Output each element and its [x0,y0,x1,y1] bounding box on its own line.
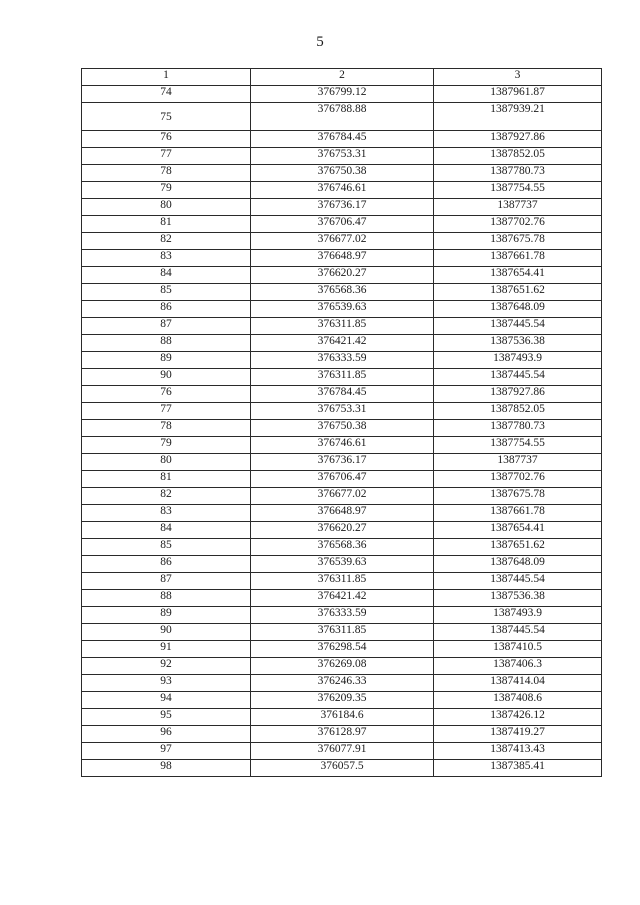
point-number-cell: 98 [82,760,251,777]
table-row [82,182,602,199]
x-coordinate-cell: 376184.6 [251,709,434,726]
point-number-cell: 88 [82,335,251,352]
x-coordinate-cell: 376128.97 [251,726,434,743]
table-row [82,403,602,420]
x-coordinate-cell: 376620.27 [251,267,434,284]
table-row [82,103,602,131]
y-coordinate-cell: 1387445.54 [434,573,602,590]
table-row [82,726,602,743]
page-number: 5 [316,34,324,50]
point-number-cell: 89 [82,607,251,624]
table-row [82,386,602,403]
y-coordinate-cell: 1387780.73 [434,165,602,182]
table-body [82,86,602,777]
x-coordinate-cell: 376568.36 [251,539,434,556]
x-coordinate-cell: 376706.47 [251,216,434,233]
y-coordinate-cell: 1387410.5 [434,641,602,658]
y-coordinate-cell: 1387675.78 [434,488,602,505]
table-row [82,573,602,590]
table-row [82,624,602,641]
point-number-cell: 79 [82,437,251,454]
table-row [82,165,602,182]
x-coordinate-cell: 376333.59 [251,607,434,624]
y-coordinate-cell: 1387654.41 [434,522,602,539]
table-row [82,539,602,556]
y-coordinate-cell: 1387648.09 [434,301,602,318]
y-coordinate-cell: 1387675.78 [434,233,602,250]
table-row [82,760,602,777]
x-coordinate-cell: 376620.27 [251,522,434,539]
point-number-cell: 74 [82,86,251,103]
table-row [82,743,602,760]
x-coordinate-cell: 376648.97 [251,250,434,267]
table-row [82,267,602,284]
point-number-cell: 80 [82,199,251,216]
point-number-cell: 77 [82,403,251,420]
y-coordinate-cell: 1387754.55 [434,182,602,199]
y-coordinate-cell: 1387702.76 [434,471,602,488]
x-coordinate-cell: 376539.63 [251,556,434,573]
point-number-cell: 90 [82,624,251,641]
point-number-cell: 82 [82,488,251,505]
y-coordinate-cell: 1387852.05 [434,403,602,420]
y-coordinate-cell: 1387754.55 [434,437,602,454]
x-coordinate-cell: 376706.47 [251,471,434,488]
table-row [82,318,602,335]
table-row [82,488,602,505]
point-number-cell: 94 [82,692,251,709]
table-row [82,233,602,250]
point-number-cell: 81 [82,471,251,488]
y-coordinate-cell: 1387493.9 [434,607,602,624]
table-row [82,148,602,165]
point-number-cell: 83 [82,250,251,267]
x-coordinate-cell: 376421.42 [251,590,434,607]
point-number-cell: 79 [82,182,251,199]
y-coordinate-cell: 1387927.86 [434,386,602,403]
x-coordinate-cell: 376736.17 [251,454,434,471]
x-coordinate-cell: 376568.36 [251,284,434,301]
x-coordinate-cell: 376311.85 [251,369,434,386]
point-number-cell: 92 [82,658,251,675]
point-number-cell: 88 [82,590,251,607]
x-coordinate-cell: 376311.85 [251,318,434,335]
y-coordinate-cell: 1387939.21 [434,103,602,131]
y-coordinate-cell: 1387927.86 [434,131,602,148]
point-number-cell: 81 [82,216,251,233]
point-number-cell: 95 [82,709,251,726]
table-row [82,505,602,522]
point-number-cell: 78 [82,165,251,182]
y-coordinate-cell: 1387536.38 [434,590,602,607]
point-number-cell: 85 [82,284,251,301]
point-number-cell: 77 [82,148,251,165]
column-header-3: 3 [434,69,602,86]
x-coordinate-cell: 376788.88 [251,103,434,131]
x-coordinate-cell: 376750.38 [251,420,434,437]
table-row [82,471,602,488]
point-number-cell: 84 [82,267,251,284]
point-number-cell: 85 [82,539,251,556]
y-coordinate-cell: 1387661.78 [434,505,602,522]
table-row [82,658,602,675]
y-coordinate-cell: 1387737 [434,199,602,216]
table-row [82,522,602,539]
table-row [82,216,602,233]
y-coordinate-cell: 1387426.12 [434,709,602,726]
table-row [82,709,602,726]
y-coordinate-cell: 1387651.62 [434,539,602,556]
table-row [82,369,602,386]
x-coordinate-cell: 376333.59 [251,352,434,369]
table-row [82,250,602,267]
table-row [82,454,602,471]
x-coordinate-cell: 376746.61 [251,182,434,199]
y-coordinate-cell: 1387419.27 [434,726,602,743]
table-row [82,607,602,624]
y-coordinate-cell: 1387536.38 [434,335,602,352]
table-row [82,131,602,148]
y-coordinate-cell: 1387445.54 [434,624,602,641]
x-coordinate-cell: 376421.42 [251,335,434,352]
header-row [82,69,602,86]
point-number-cell: 86 [82,301,251,318]
x-coordinate-cell: 376311.85 [251,624,434,641]
coordinates-table [81,68,602,777]
x-coordinate-cell: 376057.5 [251,760,434,777]
table-row [82,199,602,216]
table-row [82,641,602,658]
point-number-cell: 84 [82,522,251,539]
x-coordinate-cell: 376648.97 [251,505,434,522]
x-coordinate-cell: 376784.45 [251,131,434,148]
x-coordinate-cell: 376736.17 [251,199,434,216]
y-coordinate-cell: 1387493.9 [434,352,602,369]
y-coordinate-cell: 1387445.54 [434,369,602,386]
point-number-cell: 89 [82,352,251,369]
y-coordinate-cell: 1387648.09 [434,556,602,573]
x-coordinate-cell: 376246.33 [251,675,434,692]
y-coordinate-cell: 1387661.78 [434,250,602,267]
table-row [82,86,602,103]
x-coordinate-cell: 376298.54 [251,641,434,658]
point-number-cell: 83 [82,505,251,522]
column-header-1: 1 [82,69,251,86]
x-coordinate-cell: 376677.02 [251,233,434,250]
y-coordinate-cell: 1387385.41 [434,760,602,777]
table-row [82,692,602,709]
table-row [82,335,602,352]
point-number-cell: 93 [82,675,251,692]
x-coordinate-cell: 376311.85 [251,573,434,590]
table-row [82,352,602,369]
point-number-cell: 80 [82,454,251,471]
x-coordinate-cell: 376784.45 [251,386,434,403]
y-coordinate-cell: 1387654.41 [434,267,602,284]
x-coordinate-cell: 376753.31 [251,148,434,165]
column-header-2: 2 [251,69,434,86]
y-coordinate-cell: 1387445.54 [434,318,602,335]
x-coordinate-cell: 376269.08 [251,658,434,675]
table-row [82,437,602,454]
point-number-cell: 76 [82,131,251,148]
x-coordinate-cell: 376077.91 [251,743,434,760]
point-number-cell: 87 [82,573,251,590]
table-row [82,284,602,301]
table-row [82,675,602,692]
table-row [82,301,602,318]
point-number-cell: 75 [82,103,251,131]
x-coordinate-cell: 376677.02 [251,488,434,505]
x-coordinate-cell: 376753.31 [251,403,434,420]
point-number-cell: 96 [82,726,251,743]
y-coordinate-cell: 1387702.76 [434,216,602,233]
y-coordinate-cell: 1387961.87 [434,86,602,103]
table-row [82,420,602,437]
x-coordinate-cell: 376750.38 [251,165,434,182]
y-coordinate-cell: 1387414.04 [434,675,602,692]
y-coordinate-cell: 1387413.43 [434,743,602,760]
point-number-cell: 86 [82,556,251,573]
x-coordinate-cell: 376209.35 [251,692,434,709]
point-number-cell: 91 [82,641,251,658]
y-coordinate-cell: 1387408.6 [434,692,602,709]
x-coordinate-cell: 376799.12 [251,86,434,103]
y-coordinate-cell: 1387780.73 [434,420,602,437]
table-row [82,590,602,607]
x-coordinate-cell: 376746.61 [251,437,434,454]
y-coordinate-cell: 1387852.05 [434,148,602,165]
point-number-cell: 78 [82,420,251,437]
point-number-cell: 97 [82,743,251,760]
point-number-cell: 90 [82,369,251,386]
x-coordinate-cell: 376539.63 [251,301,434,318]
point-number-cell: 82 [82,233,251,250]
point-number-cell: 87 [82,318,251,335]
y-coordinate-cell: 1387737 [434,454,602,471]
y-coordinate-cell: 1387406.3 [434,658,602,675]
point-number-cell: 76 [82,386,251,403]
table-header [82,69,602,86]
y-coordinate-cell: 1387651.62 [434,284,602,301]
table-row [82,556,602,573]
